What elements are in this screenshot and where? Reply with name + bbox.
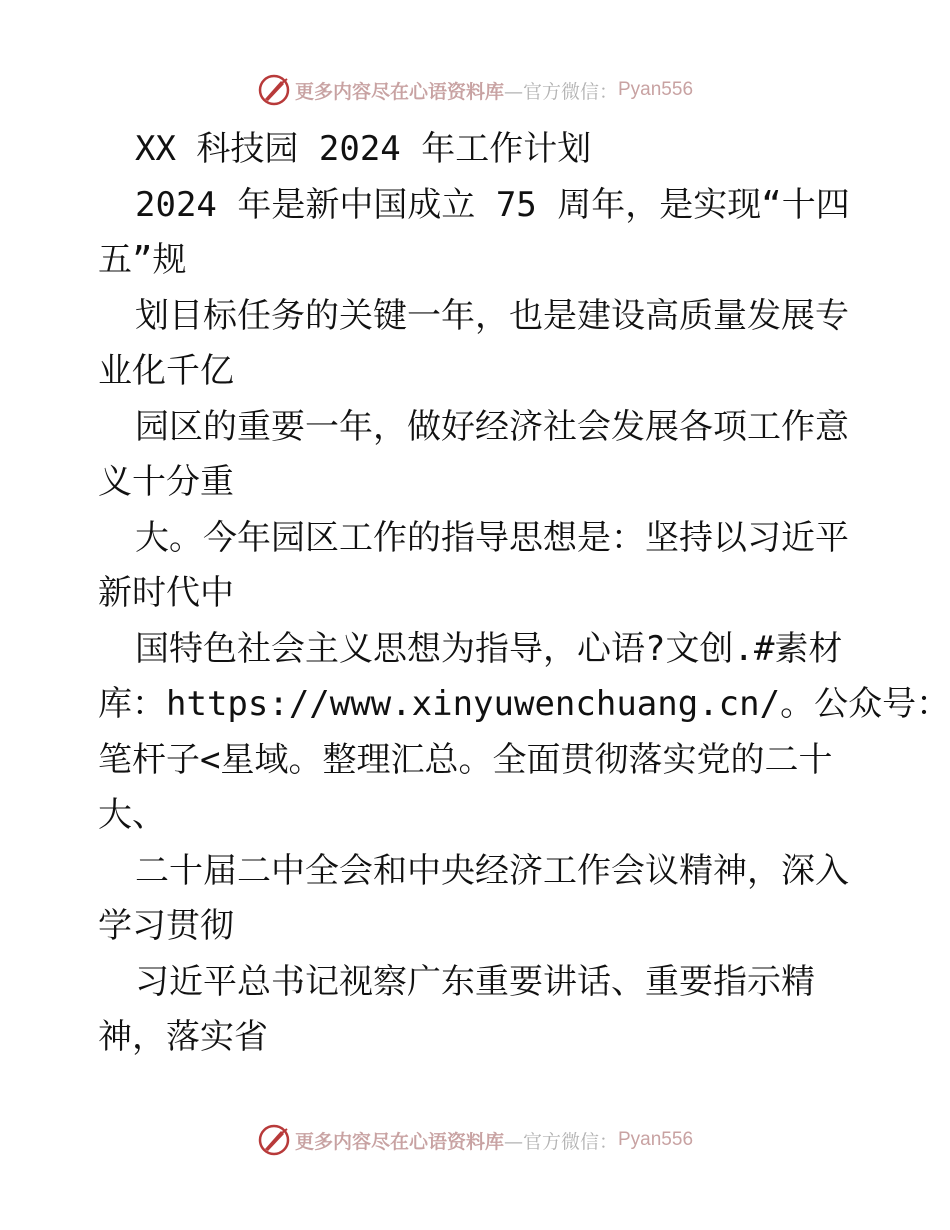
document-line: 五”规 bbox=[98, 240, 187, 280]
document-line: 园区的重要一年，做好经济社会发展各项工作意 bbox=[135, 406, 849, 447]
document-line: 义十分重 bbox=[98, 462, 234, 502]
document-line: 大、 bbox=[98, 795, 166, 835]
footer-watermark-banner bbox=[0, 1122, 950, 1158]
document-line: 业化千亿 bbox=[98, 351, 234, 391]
footer-banner-text: 更多内容尽在心语资料库 bbox=[294, 1130, 504, 1153]
document-line: 库：https://www.xinyuwenchuang.cn/。公众号： bbox=[98, 684, 950, 724]
document-title: XX 科技园 2024 年工作计划 bbox=[135, 129, 592, 169]
footer-banner-suffix: —官方微信： bbox=[503, 1130, 618, 1153]
document-line: 二十届二中全会和中央经济工作会议精神，深入 bbox=[135, 850, 849, 891]
document-line: 大。今年园区工作的指导思想是：坚持以习近平 bbox=[135, 517, 849, 558]
header-banner-text: 更多内容尽在心语资料库 bbox=[294, 80, 504, 103]
footer-banner-wechat-id: Pyan556 bbox=[618, 1129, 694, 1150]
document-line: 国特色社会主义思想为指导，心语?文创.#素材 bbox=[135, 628, 843, 669]
header-banner-suffix: —官方微信： bbox=[503, 80, 618, 103]
quill-logo-icon bbox=[257, 1123, 291, 1157]
document-body bbox=[98, 122, 950, 1066]
header-banner-wechat-id: Pyan556 bbox=[618, 79, 694, 100]
quill-logo-icon bbox=[257, 73, 291, 107]
document-line: 2024 年是新中国成立 75 周年，是实现“十四 bbox=[135, 184, 850, 225]
document-line: 笔杆子<星域。整理汇总。全面贯彻落实党的二十 bbox=[98, 739, 833, 780]
document-line: 新时代中 bbox=[98, 573, 234, 613]
header-watermark-banner bbox=[0, 72, 950, 108]
document-line: 学习贯彻 bbox=[98, 906, 234, 946]
document-line: 习近平总书记视察广东重要讲话、重要指示精 bbox=[135, 961, 815, 1002]
document-line: 划目标任务的关键一年，也是建设高质量发展专 bbox=[135, 295, 849, 336]
document-line: 神，落实省 bbox=[98, 1017, 268, 1057]
